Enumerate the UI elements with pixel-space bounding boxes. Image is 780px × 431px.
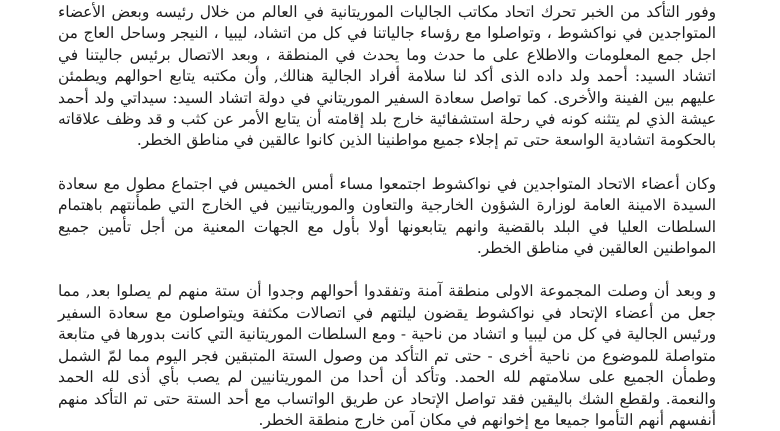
paragraph-ministry-meeting: وكان أعضاء الاتحاد المتواجدين في نواكشوط اجتمعوا مساء أمس الخميس في اجتماع مطول مع سعادة السيدة الامينة العامة لوزارة الشؤون الخارجية والتعاون والموريتانيين في الخارج التي طمأنتهم باهتمام السلطات العليا في البلد بالقضية وانهم يتابعونها أولا بأول مع الجهات المعنية من أجل تأمين جميع المواطنين العالقين في مناطق الخطر. [58, 174, 716, 258]
paragraph-group-safety: و وبعد أن وصلت المجموعة الاولى منطقة آمنة وتفقدوا أحوالهم وجدوا أن ستة منهم لم يصلوا بعد, مما جعل من أعضاء الإتحاد في نواكشوط يقضون ليلتهم في اتصالات مكثفة ويتواصلون مع سعادة السفير ورئيس الجالية في كل من ليبيا و اتشاد من ناحية - ومع السلطات الموريتانية التي كانت بدورها في متابعة متواصلة للموضوع من ناحية أخرى - حتى تم التأكد من وصول الستة المتبقين فجر اليوم مما لمّ الشمل وطمأن الجميع على سلامتهم لله الحمد. وتأكد أن أحدا من الموريتانيين لم يصب بأي أذى لله الحمد والنعمة. ولقطع الشك باليقين فقد تواصل الإتحاد عن طريق الواتساب مع أحد الستة حتى تم التأكد منهم أنفسهم أنهم التأموا جميعا مع إخوانهم في مكان آمن خارج منطقة الخطر. [58, 282, 716, 429]
paragraph-chad-contact: وفور التأكد من الخبر تحرك اتحاد مكاتب الجاليات الموريتانية في العالم من خلال رئيسه وبعض الأعضاء المتواجدين في نواكشوط ، وتواصلوا مع رؤساء جالياتنا في كل من اتشاد، ليبيا ، النيجر وساحل العاج من اجل جمع المعلومات والاطلاع على ما حدث وما يحدث في المنطقة ، وبعد الاتصال برئيس جاليتنا في اتشاد السيد: أحمد ولد داده الذى أكد لنا سلامة أفراد الجالية هنالك, وأن مكتبه يتابع احوالهم ويطمئن عليهم بين الفينة والأخرى. كما تواصل سعادة السفير الموريتاني في دولة اتشاد السيد: سيداتي ولد أحمد عيشة الذي لم يتثنه كونه في رحلة استشفائية خارج بلد إقامته أن يتابع الأمر عن كثب و قد وظف علاقاته بالحكومة اتشادية الواسعة حتى تم إجلاء جميع مواطنينا الذين كانوا عالقين في مناطق الخطر. [58, 3, 716, 150]
article-body [58, 2, 716, 431]
